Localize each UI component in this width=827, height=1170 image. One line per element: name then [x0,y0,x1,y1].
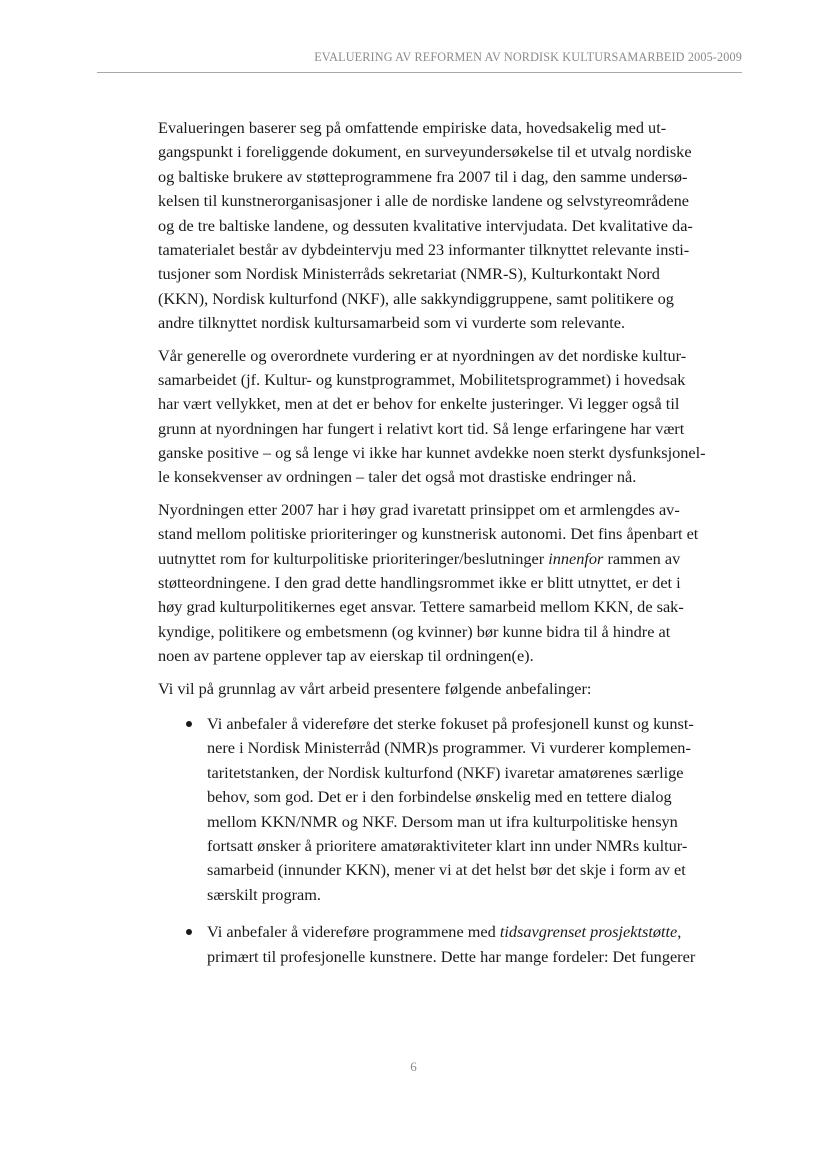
text-line: primært til profesjonelle kunstnere. Dette har mange fordeler: Det fungerer [207,946,696,966]
bullet-icon [186,721,192,727]
text-line: og de tre baltiske landene, og dessuten kvalitative intervjudata. Det kvalitative da- [158,215,693,235]
text-line: andre tilknyttet nordisk kultursamarbeid som vi vurderte som relevante. [158,313,626,333]
text-line: tusjoner som Nordisk Ministerråds sekretariat (NMR-S), Kulturkontakt Nord [158,264,660,284]
text-line: le konsekvenser av ordningen – taler det også mot drastiske endringer nå. [158,467,637,487]
emphasis-tidsavgrenset-prosjektstotte: tidsavgrenset prosjektstøtte [499,922,678,942]
recommendations-list [158,712,696,969]
text-line: kyndige, politikere og embetsmenn (og kvinner) bør kunne bidra til å hindre at [158,621,671,641]
text-line: gangspunkt i foreliggende dokument, en surveyundersøkelse til et utvalg nordiske [158,142,692,162]
bullet-icon [186,929,192,935]
paragraph-methodology [158,116,693,336]
text-line: samarbeid (innunder KKN), mener vi at det helst bør det skje i form av et [207,860,686,880]
recommendation-item [158,712,694,907]
text-line: behov, som god. Det er i den forbindelse ønskelig med en tettere dialog [207,787,672,807]
text-line: samarbeidet (jf. Kultur- og kunstprogrammet, Mobilitetsprogrammet) i hovedsak [158,369,686,389]
text-line: noen av partene opplever tap av eierskap til ordningen(e). [158,646,534,666]
text-line: ganske positive – og så lenge vi ikke har kunnet avdekke noen sterkt dysfunksjonel- [158,443,706,463]
text-line: Vi anbefaler å videreføre det sterke fokuset på profesjonell kunst og kunst- [207,713,694,733]
text-segment: rammen av [603,548,681,568]
text-line: (KKN), Nordisk kulturfond (NKF), alle sakkyndiggruppene, samt politikere og [158,288,674,308]
text-line: høy grad kulturpolitikernes eget ansvar. Tettere samarbeid mellom KKN, de sak- [158,597,684,617]
text-line: mellom KKN/NMR og NKF. Dersom man ut ifra kulturpolitiske hensyn [207,811,678,831]
text-line: særskilt program. [207,884,321,904]
emphasis-innenfor: innenfor [548,548,604,568]
text-line: kelsen til kunstnerorganisasjoner i alle de nordiske landene og selvstyreområdene [158,191,689,211]
recommendations-lead-in [158,677,678,701]
text-segment: uutnyttet rom for kulturpolitiske prioriteringer/beslutninger [158,548,549,568]
text-line: taritetstanken, der Nordisk kulturfond (NKF) ivaretar amatørenes særlige [207,762,684,782]
text-line: tamaterialet består av dybdeintervju med 23 informanter tilknyttet relevante insti- [158,239,690,259]
text-line-with-emphasis [158,547,681,571]
paragraph-overall-assessment [158,344,706,490]
text-line-with-emphasis [207,920,682,944]
text-line: og baltiske brukere av støtteprogrammene fra 2007 til i dag, den samme undersø- [158,166,688,186]
text-line: fortsatt ønsker å prioritere amatøraktiviteter klart inn under NMRs kultur- [207,835,688,855]
text-segment: , [677,922,682,942]
paragraph-arms-length [158,498,699,669]
recommendation-item [158,920,696,969]
page-body [158,116,706,982]
page-number: 6 [410,1059,417,1074]
text-line: støtteordningene. I den grad dette handlingsrommet ikke er blitt utnyttet, er det i [158,573,681,593]
text-segment: Vi anbefaler å videreføre programmene med [207,922,500,942]
text-line: har vært vellykket, men at det er behov for enkelte justeringer. Vi legger også til [158,394,680,414]
text-line: Evalueringen baserer seg på omfattende empiriske data, hovedsakelig med ut- [158,118,667,137]
text-line: Vi vil på grunnlag av vårt arbeid presentere følgende anbefalinger: [158,678,592,698]
text-line: stand mellom politiske prioriteringer og kunstnerisk autonomi. Det fins åpenbart et [158,524,699,544]
text-line: nere i Nordisk Ministerråd (NMR)s programmer. Vi vurderer komplemen- [207,738,691,758]
text-line: grunn at nyordningen har fungert i relativt kort tid. Så lenge erfaringene har vært [158,418,685,438]
running-header: EVALUERING AV REFORMEN AV NORDISK KULTURSAMARBEID 2005-2009 [314,50,742,64]
header-rule [97,72,742,73]
text-line: Nyordningen etter 2007 har i høy grad ivaretatt prinsippet om et armlengdes av- [158,499,680,519]
text-line: Vår generelle og overordnete vurdering er at nyordningen av det nordiske kultur- [158,345,687,365]
